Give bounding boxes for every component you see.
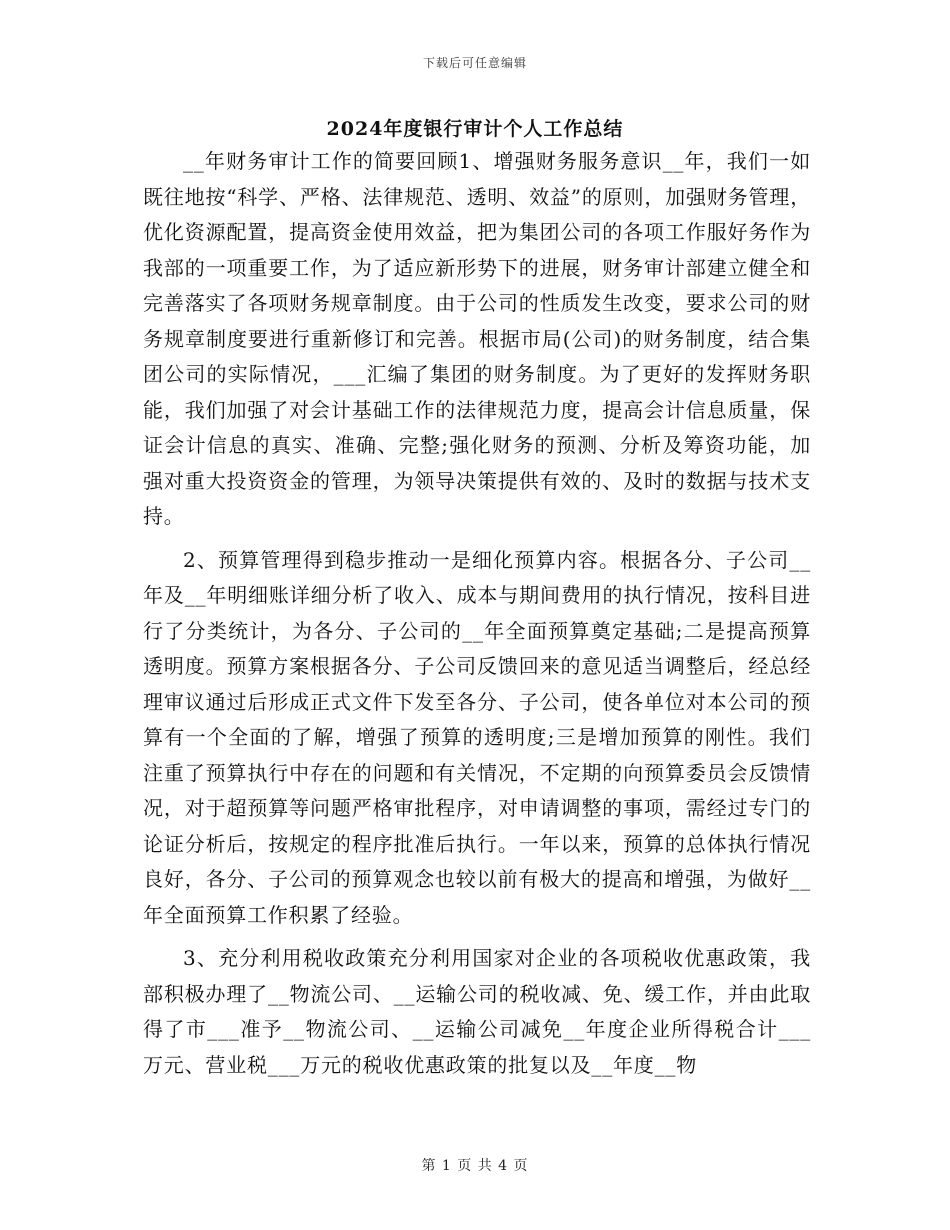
header-note: 下载后可任意编辑 [422, 56, 527, 70]
document-title: 2024年度银行审计个人工作总结 [326, 118, 624, 140]
paragraph-1: __年财务审计工作的简要回顾1、增强财务服务意识__年，我们一如既往地按“科学、严格、法律规范、透明、效益”的原则，加强财务管理，优化资源配置，提高资金使用效益，把为集团公司的各项工作服好务作为我部的一项重要工作，为了适应新形势下的进展，财务审计部建立健全和完善落实了各项财务规章制度。由于公司的性质发生改变，要求公司的财务规章制度要进行重新修订和完善。根据市局(公司)的财务制度，结合集团公司的实际情况，___汇编了集团的财务制度。为了更好的发挥财务职能，我们加强了对会计基础工作的法律规范力度，提高会计信息质量，保证会计信息的真实、准确、完整;强化财务的预测、分析及筹资功能，加强对重大投资资金的管理，为领导决策提供有效的、及时的数据与技术支持。 [143, 149, 811, 528]
document-body [143, 144, 811, 1091]
paragraph-2: 2、预算管理得到稳步推动一是细化预算内容。根据各分、子公司__年及__年明细账详细分析了收入、成本与期间费用的执行情况，按科目进行了分类统计，为各分、子公司的__年全面预算奠定基础;二是提高预算透明度。预算方案根据各分、子公司反馈回来的意见适当调整后，经总经理审议通过后形成正式文件下发至各分、子公司，使各单位对本公司的预算有一个全面的了解，增强了预算的透明度;三是增加预算的刚性。我们注重了预算执行中存在的问题和有关情况，不定期的向预算委员会反馈情况，对于超预算等问题严格审批程序，对申请调整的事项，需经过专门的论证分析后，按规定的程序批准后执行。一年以来，预算的总体执行情况良好，各分、子公司的预算观念也较以前有极大的提高和增强，为做好__年全面预算工作积累了经验。 [143, 547, 811, 927]
paragraph-3: 3、充分利用税收政策充分利用国家对企业的各项税收优惠政策，我部积极办理了__物流公司、__运输公司的税收减、免、缓工作，并由此取得了市___准予__物流公司、__运输公司减免__年度企业所得税合计___万元、营业税___万元的税收优惠政策的批复以及__年度__物 [143, 946, 811, 1077]
page-indicator: 第 1 页 共 4 页 [421, 1158, 529, 1174]
